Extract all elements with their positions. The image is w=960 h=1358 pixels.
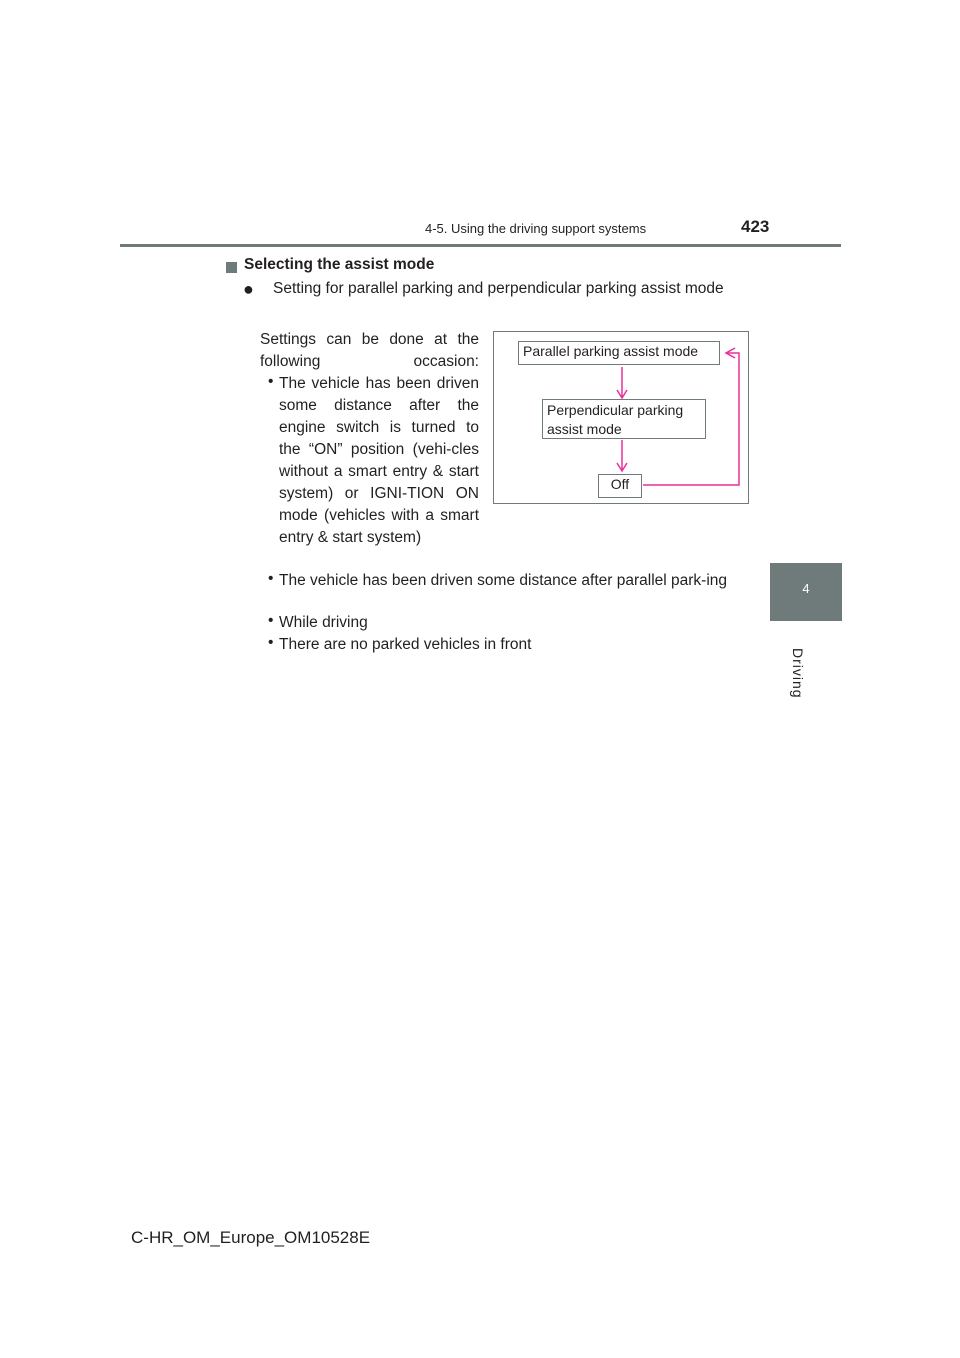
bullet-text: Setting for parallel parking and perpendicular parking assist mode bbox=[273, 280, 724, 297]
condition-item-1: The vehicle has been driven some distance after the engine switch is turned to the “ON” position (vehi-cles without a smart entry & start system) or IGNI-TION ON mode (vehicles with a smart entry & start system) bbox=[279, 375, 479, 546]
condition-item-2: The vehicle has been driven some distance after parallel park-ing bbox=[279, 572, 728, 589]
header-rule bbox=[120, 244, 841, 247]
condition-item-3: While driving bbox=[279, 614, 368, 631]
list-bullet-icon: • bbox=[268, 570, 274, 587]
section-title: Selecting the assist mode bbox=[244, 256, 435, 273]
mode-cycle-diagram bbox=[493, 331, 749, 504]
bullet-dot-icon: ● bbox=[243, 279, 254, 299]
mode-box-parallel: Parallel parking assist mode bbox=[518, 341, 720, 365]
section-marker-icon bbox=[226, 262, 237, 273]
header-section-title: 4-5. Using the driving support systems bbox=[425, 221, 647, 236]
condition-item-4: There are no parked vehicles in front bbox=[279, 636, 532, 653]
list-bullet-icon: • bbox=[268, 612, 274, 629]
document-code: C-HR_OM_Europe_OM10528E bbox=[131, 1228, 371, 1247]
chapter-label: Driving bbox=[790, 648, 806, 699]
page-number: 423 bbox=[741, 217, 770, 236]
chapter-number: 4 bbox=[802, 581, 810, 596]
mode-box-perpendicular: Perpendicular parking assist mode bbox=[542, 399, 706, 439]
chapter-tab bbox=[770, 563, 842, 621]
list-bullet-icon: • bbox=[268, 373, 274, 390]
mode-box-off: Off bbox=[598, 474, 642, 498]
list-bullet-icon: • bbox=[268, 634, 274, 651]
intro-paragraph: Settings can be done at the following occasion: bbox=[260, 331, 479, 370]
